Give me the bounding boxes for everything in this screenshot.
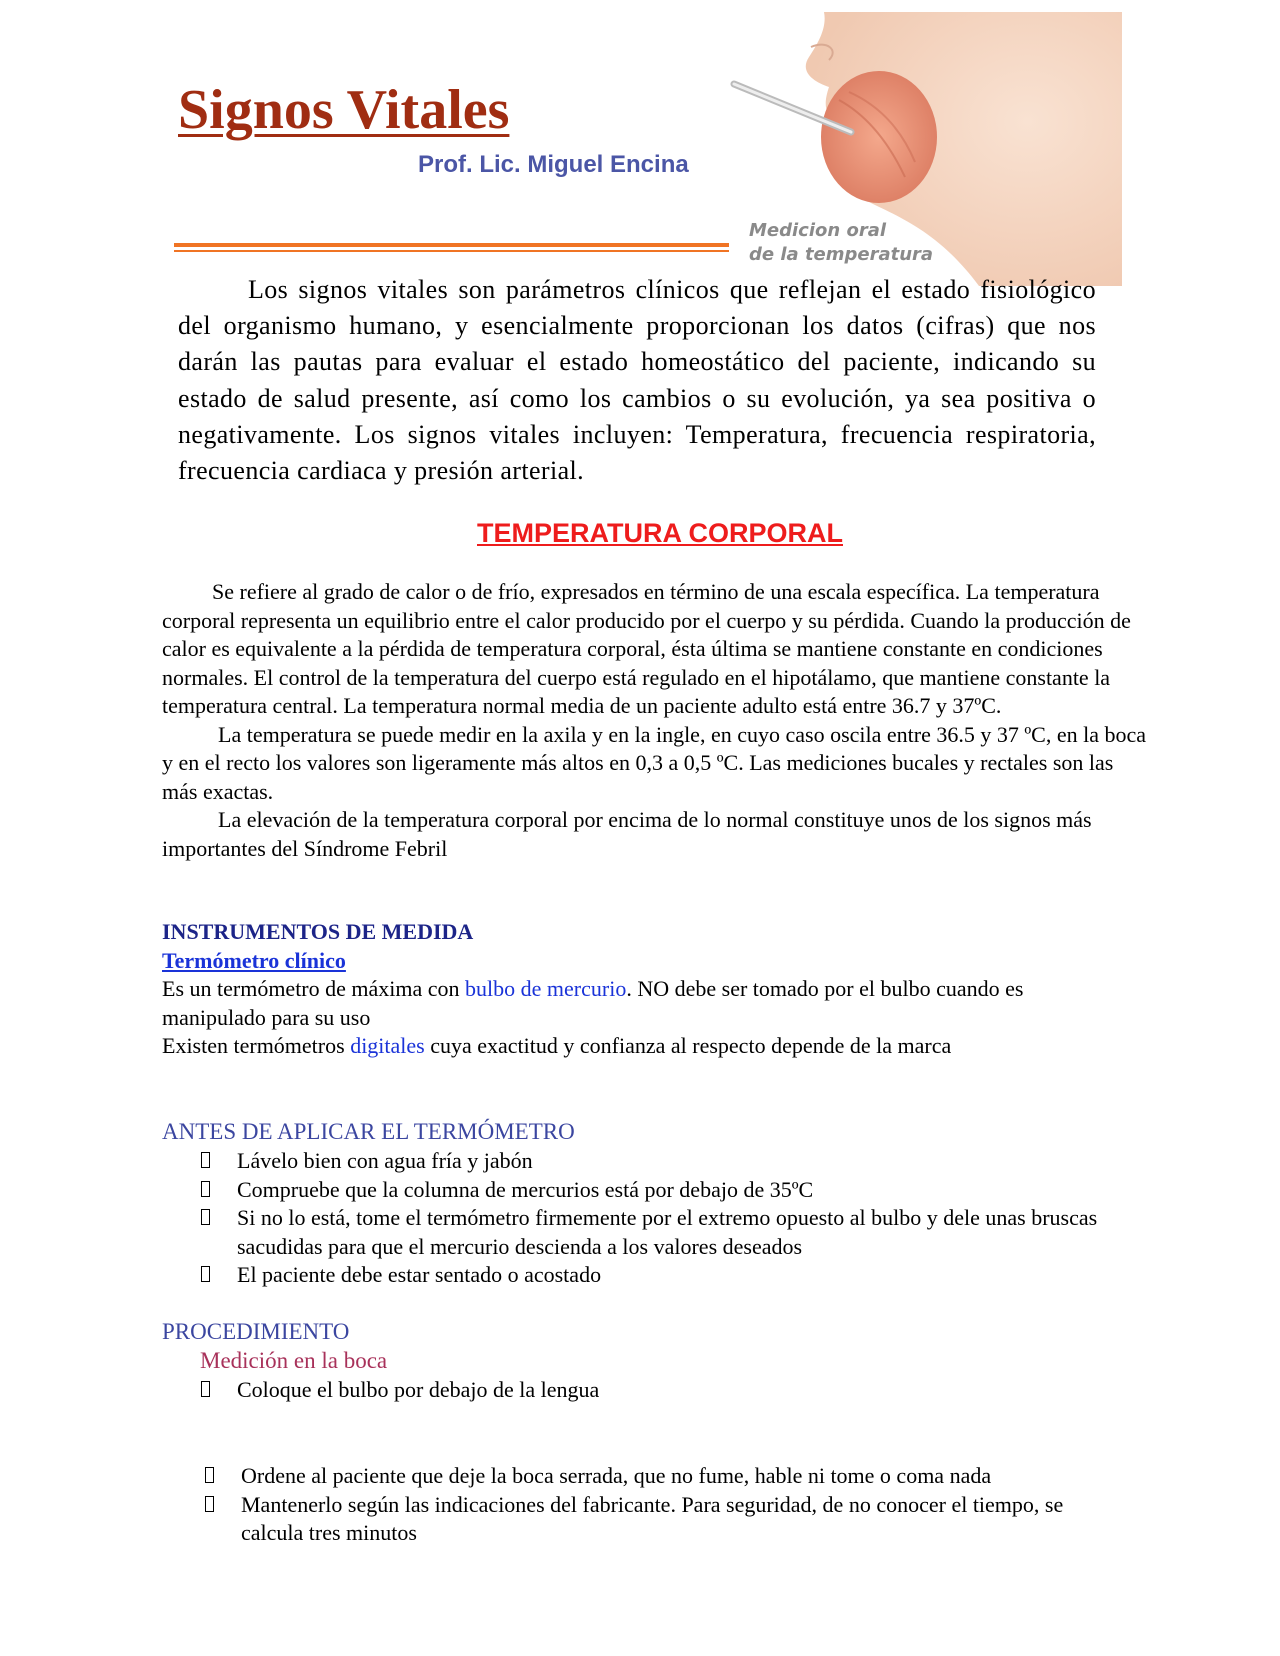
procedimiento-subheading: Medición en la boca: [200, 1348, 388, 1373]
instrumentos-line2-post: cuya exactitud y confianza al respecto depende de la marca: [424, 1033, 952, 1058]
temperatura-p3-text: La elevación de la temperatura corporal por encima de lo normal constituye unos de los signos más importantes del Síndrome Febril: [162, 807, 1092, 861]
list-item-text: Compruebe que la columna de mercurios está por debajo de 35ºC: [237, 1176, 814, 1202]
figure-caption: [749, 219, 933, 267]
instrumentos-body: [162, 975, 1062, 1061]
page-title: Signos Vitales: [178, 79, 510, 141]
list-item-text: Coloque el bulbo por debajo de la lengua: [237, 1377, 600, 1402]
temperatura-p1-text: Se refiere al grado de calor o de frío, expresados en término de una escala específica. La temperatura corporal representa un equilibrio entre el calor producido por el cuerpo y su pérdida. Cuando la producción de calor es equivalente a la pérdida de temperatura corporal, ésta última se mantiene constante en condiciones normales. El control de la temperatura del cuerpo está regulado en el hipotálamo, que mantiene constante la temperatura central. La temperatura normal media de un paciente adulto está entre 36.7 y 37ºC.: [162, 579, 1131, 718]
temperatura-body: [162, 578, 1152, 863]
bullet-icon: [201, 1209, 210, 1225]
list-item: [205, 1462, 1105, 1491]
bullet-icon: [201, 1181, 210, 1197]
list-item-text: El paciente debe estar sentado o acostado: [237, 1262, 602, 1287]
intro-paragraph: [178, 272, 1096, 489]
list-item: [205, 1491, 1105, 1548]
list-item-text: Mantenerlo según las indicaciones del fabricante. Para seguridad, de no conocer el tiempo, se calcula tres minutos: [241, 1491, 1064, 1545]
instrumentos-line-2: [162, 1032, 1062, 1061]
list-item: [201, 1204, 1141, 1261]
bullet-icon: [201, 1152, 210, 1168]
oral-temperature-figure: [729, 12, 1122, 286]
instrumentos-line1-pre: Es un termómetro de máxima con: [162, 976, 466, 1001]
antes-heading: ANTES DE APLICAR EL TERMÓMETRO: [162, 1119, 575, 1144]
procedimiento-heading: PROCEDIMIENTO: [162, 1319, 350, 1344]
procedimiento-list-1: [201, 1376, 1101, 1405]
digitales-link[interactable]: digitales: [350, 1033, 425, 1058]
procedimiento-list-2: [205, 1462, 1105, 1548]
temperatura-paragraph-2: [162, 721, 1152, 807]
instrumentos-line1-post: . NO debe ser tomado por el bulbo cuando es manipulado para su uso: [162, 976, 1024, 1030]
bulbo-mercurio-link[interactable]: bulbo de mercurio: [465, 976, 627, 1001]
list-item-text: Ordene al paciente que deje la boca serrada, que no fume, hable ni tome o coma nada: [241, 1463, 992, 1488]
antes-list: [201, 1147, 1141, 1290]
termometro-clinico-link[interactable]: Termómetro clínico: [162, 948, 346, 973]
temperatura-p2-text: La temperatura se puede medir en la axila y en la ingle, en cuyo caso oscila entre 36.5 y 37 ºC, en la boca y en el recto los valores son ligeramente más altos en 0,3 a 0,5 ºC. Las mediciones bucales y rectales son las más exactas.: [162, 721, 1147, 804]
intro-text: Los signos vitales son parámetros clínicos que reflejan el estado fisiológico del organismo humano, y esencialmente proporcionan los datos (cifras) que nos darán las pautas para evaluar el estado homeostático del paciente, indicando su estado de salud presente, así como los cambios o su evolución, ya sea positiva o negativamente. Los signos vitales incluyen: Temperatura, frecuencia respiratoria, frecuencia cardiaca y presión arterial.: [178, 275, 1096, 486]
temperatura-paragraph-1: [162, 578, 1152, 721]
instrumentos-line2-pre: Existen termómetros: [162, 1033, 351, 1058]
bullet-icon: [201, 1381, 210, 1397]
bullet-icon: [201, 1266, 210, 1282]
list-item-text: Lávelo bien con agua fría y jabón: [237, 1148, 533, 1173]
bullet-icon: [205, 1496, 214, 1512]
list-item: [201, 1147, 1141, 1176]
bullet-icon: [205, 1467, 214, 1483]
figure-caption-line-1: Medicion oral: [749, 220, 887, 241]
figure-caption-line-2: de la temperatura: [749, 244, 934, 265]
section-title-temperatura: TEMPERATURA CORPORAL: [477, 518, 843, 548]
instrumentos-line-1: [162, 975, 1062, 1032]
list-item: [201, 1176, 1141, 1205]
instrumentos-heading: INSTRUMENTOS DE MEDIDA: [162, 919, 474, 944]
list-item: [201, 1261, 1141, 1290]
author-name: Prof. Lic. Miguel Encina: [418, 151, 689, 178]
list-item: [201, 1376, 1101, 1405]
temperatura-paragraph-3: [162, 806, 1152, 863]
list-item-text: Si no lo está, tome el termómetro firmemente por el extremo opuesto al bulbo y dele unas bruscas sacudidas para que el mercurio descienda a los valores deseados: [237, 1205, 1098, 1259]
